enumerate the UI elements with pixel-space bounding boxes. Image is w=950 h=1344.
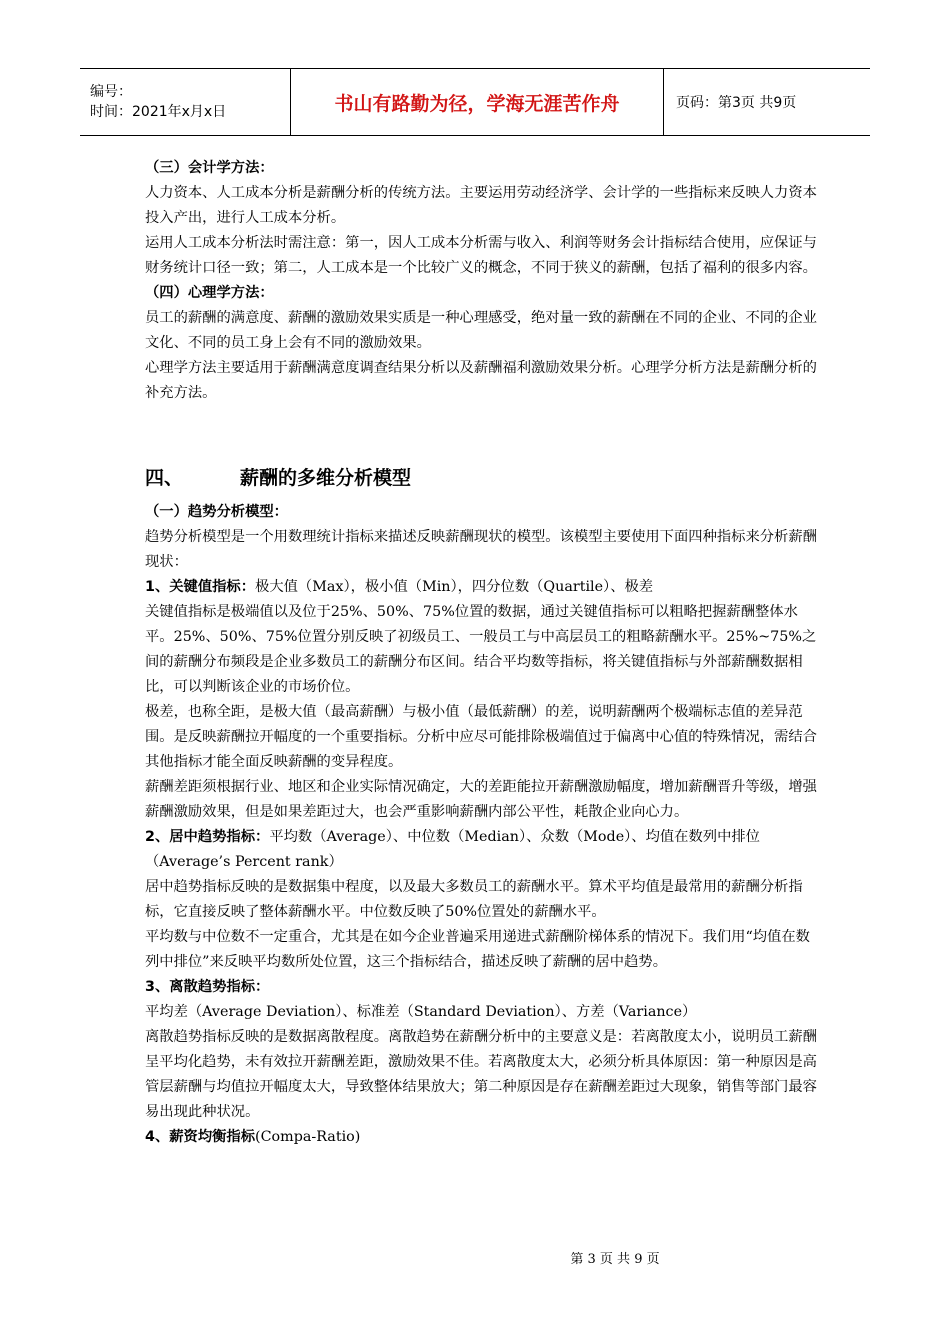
indicator-heading	[145, 1125, 817, 1150]
indicator-heading	[145, 575, 817, 600]
paragraph: 人力资本、人工成本分析是薪酬分析的传统方法。主要运用劳动经济学、会计学的一些指标来反映人力资本投入产出，进行人工成本分析。	[145, 185, 817, 226]
chapter-title: 薪酬的多维分析模型	[240, 467, 412, 489]
header-page-number: 页码：第3页 共9页	[676, 95, 797, 111]
indicator-label: 4、薪资均衡指标	[145, 1129, 256, 1145]
indicator-items: 平均数（Average）、中位数（Median）、众数（Mode）、均值在数列中排位（Average’s Percent rank）	[145, 829, 760, 870]
paragraph: 关键值指标是极端值以及位于25%、50%、75%位置的数据，通过关键值指标可以粗略把握薪酬整体水平。25%、50%、75%位置分别反映了初级员工、一般员工与中高层员工的粗略薪酬水平。25%~75%之间的薪酬分布频段是企业多数员工的薪酬分布区间。结合平均数等指标，将关键值指标与外部薪酬数据相比，可以判断该企业的市场价位。	[145, 604, 817, 695]
header-meta	[80, 69, 291, 135]
page-header	[80, 68, 870, 136]
page-footer: 第 3 页 共 9 页	[570, 1252, 660, 1267]
indicator-heading	[145, 825, 817, 875]
paragraph: 极差，也称全距，是极大值（最高薪酬）与极小值（最低薪酬）的差，说明薪酬两个极端标志值的差异范围。是反映薪酬拉开幅度的一个重要指标。分析中应尽可能排除极端值过于偏离中心值的特殊情况，需结合其他指标才能全面反映薪酬的变异程度。	[145, 704, 817, 770]
paragraph: 薪酬差距须根据行业、地区和企业实际情况确定，大的差距能拉开薪酬激励幅度，增加薪酬晋升等级，增强薪酬激励效果，但是如果差距过大，也会严重影响薪酬内部公平性，耗散企业向心力。	[145, 779, 817, 820]
chapter-heading	[145, 464, 817, 492]
section-title-psychology: （四）心理学方法：	[145, 285, 274, 301]
paragraph: 心理学方法主要适用于薪酬满意度调查结果分析以及薪酬福利激励效果分析。心理学分析方法是薪酬分析的补充方法。	[145, 360, 817, 401]
paragraph: 运用人工成本分析法时需注意：第一，因人工成本分析需与收入、利润等财务会计指标结合使用，应保证与财务统计口径一致；第二，人工成本是一个比较广义的概念，不同于狭义的薪酬，包括了福利的很多内容。	[145, 235, 817, 276]
paragraph: 趋势分析模型是一个用数理统计指标来描述反映薪酬现状的模型。该模型主要使用下面四种指标来分析薪酬现状：	[145, 529, 817, 570]
document-body	[145, 156, 817, 1150]
paragraph: 居中趋势指标反映的是数据集中程度，以及最大多数员工的薪酬水平。算术平均值是最常用的薪酬分析指标，它直接反映了整体薪酬水平。中位数反映了50%位置处的薪酬水平。	[145, 879, 803, 920]
header-motto: 书山有路勤为径，学海无涯苦作舟	[291, 69, 664, 135]
doc-code-label: 编号：	[90, 84, 132, 100]
indicator-items: 极大值（Max），极小值（Min），四分位数（Quartile）、极差	[255, 579, 654, 595]
paragraph: 离散趋势指标反映的是数据离散程度。离散趋势在薪酬分析中的主要意义是：若离散度太小，说明员工薪酬呈平均化趋势，未有效拉开薪酬差距，激励效果不佳。若离散度太大，必须分析具体原因：第一种原因是高管层薪酬与均值拉开幅度太大，导致整体结果放大；第二种原因是存在薪酬差距过大现象，销售等部门最容易出现此种状况。	[145, 1029, 817, 1120]
paragraph: 平均数与中位数不一定重合，尤其是在如今企业普遍采用递进式薪酬阶梯体系的情况下。我们用“均值在数列中排位”来反映平均数所处位置，这三个指标结合，描述反映了薪酬的居中趋势。	[145, 929, 810, 970]
paragraph: 员工的薪酬的满意度、薪酬的激励效果实质是一种心理感受，绝对量一致的薪酬在不同的企业、不同的企业文化、不同的员工身上会有不同的激励效果。	[145, 310, 817, 351]
indicator-label: 3、离散趋势指标：	[145, 979, 270, 995]
doc-time-label: 时间：2021年x月x日	[90, 104, 227, 120]
section-title-trend-model: （一）趋势分析模型：	[145, 504, 288, 520]
indicator-label: 1、关键值指标：	[145, 579, 256, 595]
indicator-heading	[145, 975, 817, 1025]
section-title-accounting: （三）会计学方法：	[145, 160, 274, 176]
indicator-label: 2、居中趋势指标：	[145, 829, 270, 845]
chapter-number: 四、	[145, 467, 184, 489]
indicator-items: (Compa-Ratio)	[255, 1129, 361, 1145]
indicator-items: 平均差（Average Deviation）、标准差（Standard Deviation）、方差（Variance）	[145, 1004, 697, 1020]
